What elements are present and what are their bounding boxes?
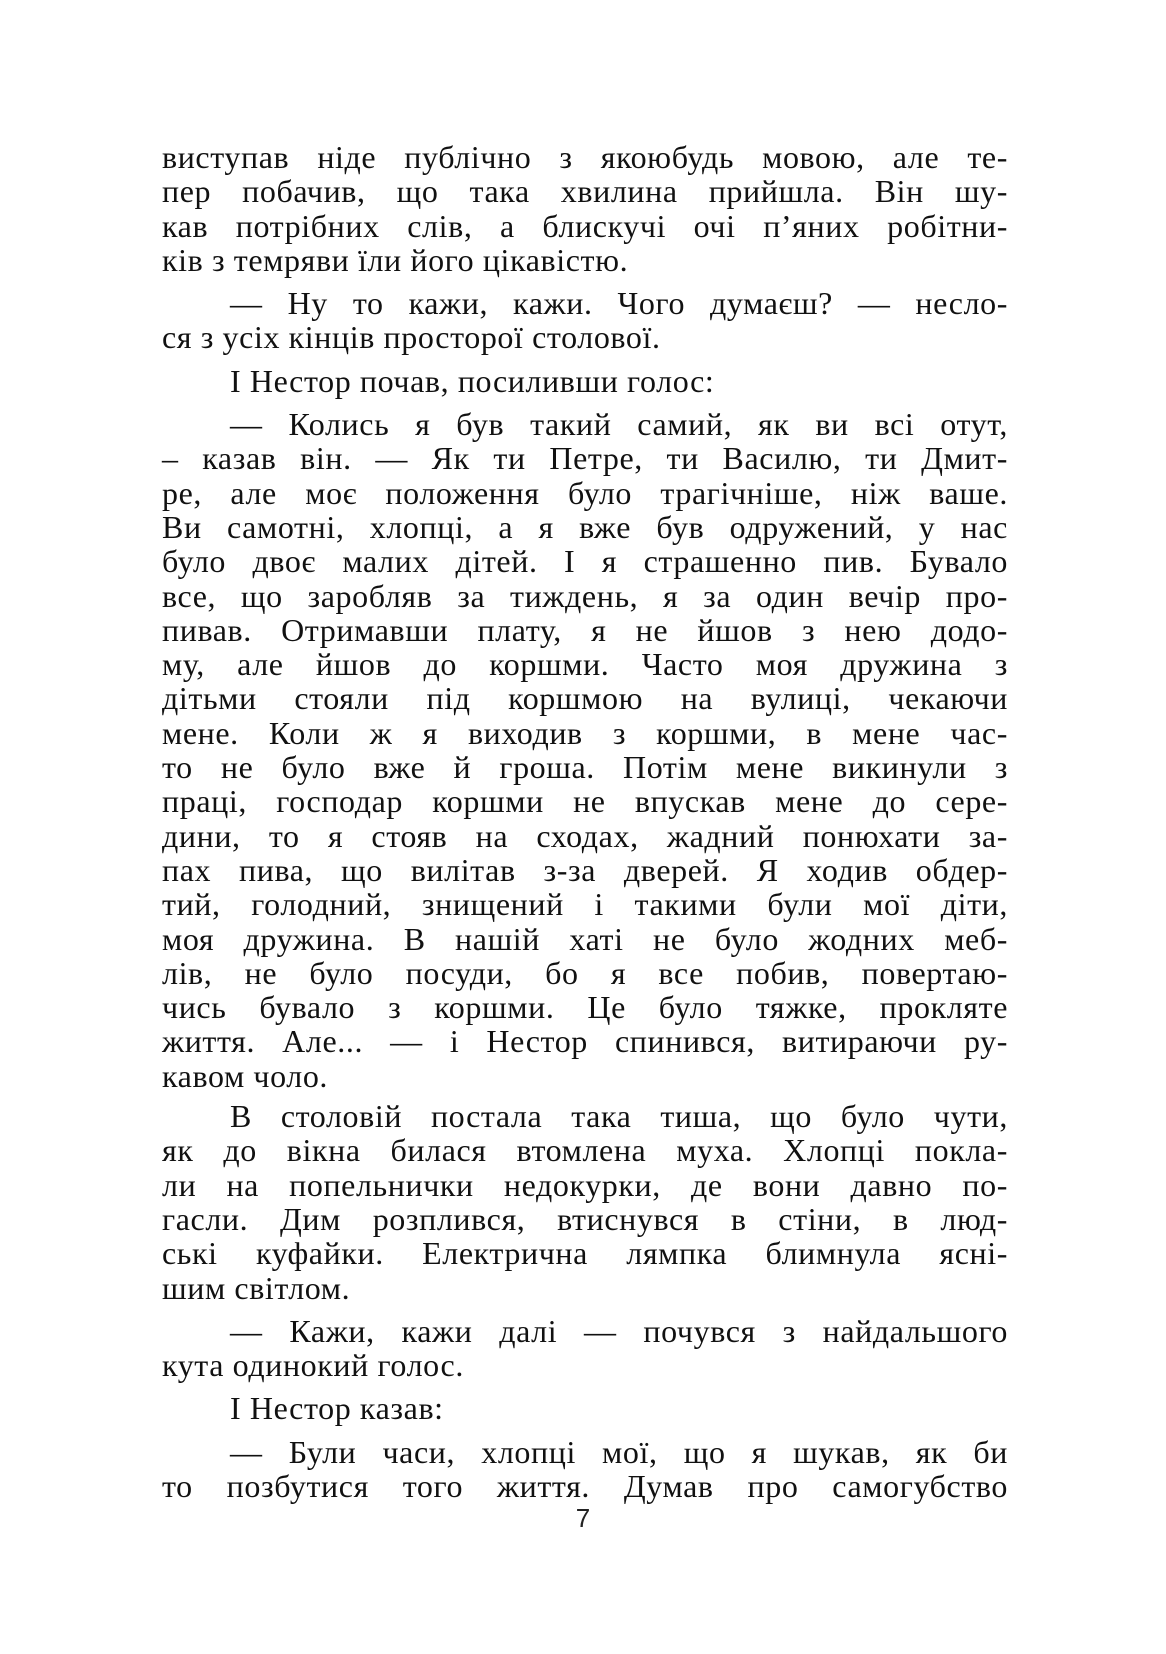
text-line: все, що заробляв за тиждень, я за один вечір про- [162,577,1008,614]
text-line: життя. Але... — і Нестор спинився, витираючи ру- [162,1023,1008,1060]
paragraph [162,1391,1008,1425]
text-line: кута одинокий голос. [162,1347,464,1384]
text-line: то не було вже й гроша. Потім мене викинули з [162,749,1008,786]
paragraph [162,286,1008,355]
text-line: як до вікна билася втомлена муха. Хлопці покла- [162,1132,1008,1169]
text-line: дітьми стояли під коршмою на вулиці, чекаючи [162,680,1008,717]
text-line: ре, але моє положення було трагічніше, ніж ваше. [162,474,1008,511]
paragraph [162,407,1008,1093]
text-line: дини, то я стояв на сходах, жадний понюхати за- [162,817,1008,854]
paragraph [162,1314,1008,1383]
text-line: лів, не було посуди, бо я все побив, повертаю- [162,954,1008,991]
text-line: було двоє малих дітей. І я страшенно пив. Бувало [162,543,1008,580]
text-line: Ви самотні, хлопці, а я вже був одружений, у нас [162,508,1008,545]
text-line: ків з темряви їли його цікавістю. [162,241,629,278]
paragraph [162,1099,1008,1305]
text-line: ся з усіх кінців просторої столової. [162,319,661,356]
text-line: В столовій постала така тиша, що було чути, [230,1098,1008,1135]
text-line: — Були часи, хлопці мої, що я шукав, як би [230,1433,1008,1470]
text-line: пивав. Отримавши плату, я не йшов з нею додо- [162,611,1008,648]
text-line: мене. Коли ж я виходив з коршми, в мене час- [162,714,1008,751]
text-line: — Ну то кажи, кажи. Чого думаєш? — несло- [230,285,1008,322]
text-line: пер побачив, що така хвилина прийшла. Він шу- [162,173,1008,210]
text-line: му, але йшов до коршми. Часто моя дружина з [162,646,1008,683]
text-line: пах пива, що вилітав з-за дверей. Я ходив обдер- [162,851,1008,888]
text-line: шим світлом. [162,1269,351,1306]
text-line: кавом чоло. [162,1057,329,1094]
text-line: І Нестор казав: [230,1390,444,1427]
text-line: кав потрібних слів, а блискучі очі п’яних робітни- [162,207,1008,244]
text-line: гасли. Дим розплився, втиснувся в стіни, в люд- [162,1200,1008,1237]
text-line: то позбутися того життя. Думав про самогубство [162,1467,1008,1504]
paragraph [162,1435,1008,1504]
text-line: праці, господар коршми не впускав мене до сере- [162,783,1008,820]
text-line: ли на попельнички недокурки, де вони давно по- [162,1166,1008,1203]
paragraph [162,364,1008,398]
text-line: І Нестор почав, посиливши голос: [230,362,715,399]
text-line: — Колись я був такий самий, як ви всі отут, [230,406,1008,443]
paragraph [162,140,1008,277]
text-line: — Кажи, кажи далі — почувся з найдальшого [230,1312,1008,1349]
text-line: виступав ніде публічно з якоюбудь мовою, але те- [162,139,1008,175]
text-line: тий, голодний, знищений і такими були мої діти, [162,886,1008,923]
text-line: моя дружина. В нашій хаті не було жодних меб- [162,920,1008,957]
text-line: ські куфайки. Електрична лямпка блимнула ясні- [162,1235,1008,1272]
page-number: 7 [575,1503,591,1533]
text-line: чись бувало з коршми. Це було тяжке, прокляте [162,989,1008,1026]
body-text [162,140,1008,1512]
text-line: – казав він. — Як ти Петре, ти Василю, ти Дмит- [162,440,1008,477]
